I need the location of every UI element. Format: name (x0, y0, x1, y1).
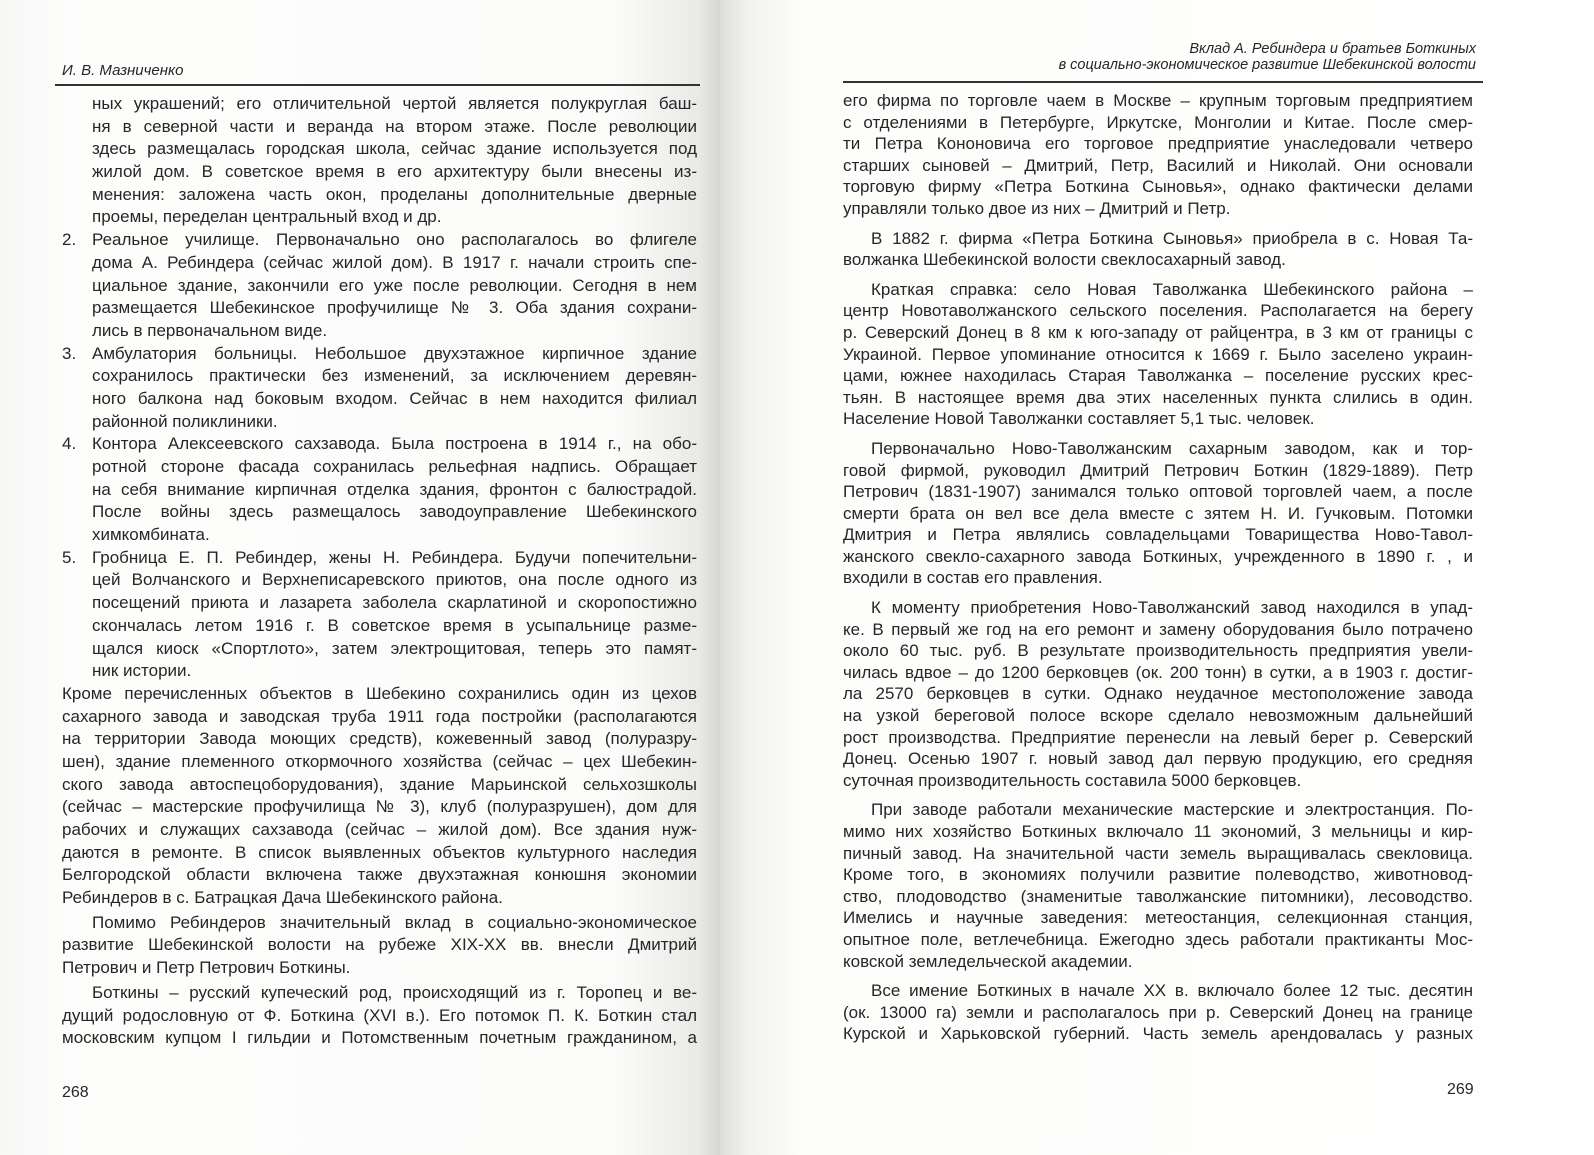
text-line: волжанка Шебекинской волости свеклосахарный завод. (843, 250, 1286, 270)
text-line: Население Новой Таволжанки составляет 5,1 тыс. человек. (843, 409, 1315, 429)
text-line: Амбулатория больницы. Небольшое двухэтажное кирпичное здание (92, 343, 697, 363)
text-line: ник истории. (92, 661, 192, 681)
text-line: Украиной. Первое упоминание относится к 1669 г. Было заселено украин- (843, 344, 1473, 364)
text-line: ти Петра Кононовича его торговое предприятие унаследовали четверо (843, 134, 1473, 154)
text-line: Донец. Осенью 1907 г. новый завод дал первую продукцию, его средняя (843, 749, 1473, 769)
running-header-line: Вклад А. Ребиндера и братьев Боткиных (1189, 41, 1476, 57)
text-line: рост производства. Предприятие перенесли на левый берег р. Северский (843, 727, 1473, 747)
text-line: сахарного завода и заводская труба 1911 года постройки (располагаются (62, 706, 697, 726)
text-line: на себя внимание кирпичная отделка здания, фронтон с балюстрадой. (92, 479, 697, 499)
right-text-column (843, 90, 1473, 1053)
text-line: старших сыновей – Дмитрий, Петр, Василий и Николай. Они основали (843, 155, 1473, 175)
text-line: на территории Завода моющих средств), кожевенный завод (полуразру- (62, 729, 697, 749)
text-line: районной поликлиники. (92, 411, 278, 431)
text-line: суточная производительность составила 5000 берковцев. (843, 770, 1302, 790)
text-line: входили в состав его правления. (843, 568, 1103, 588)
text-line: ного балкона над боковым входом. Сейчас в нем находится филиал (92, 388, 697, 408)
text-line: проемы, переделан центральный вход и др. (92, 207, 442, 227)
text-line: р. Северский Донец в 8 км к юго-западу от райцентра, в 3 км от границы с (843, 322, 1473, 342)
paragraph (843, 90, 1473, 220)
list-item (62, 343, 697, 434)
text-line: цами, южнее находилась Старая Таволжанка – поселение русских крес- (843, 366, 1473, 386)
text-line: чилась вдвое – до 1200 берковцев (ок. 200 тонн) в сутки, а в 1903 г. достиг- (843, 662, 1473, 682)
text-line: торговую фирму «Петра Боткина Сыновья», однако фактически делами (843, 177, 1473, 197)
text-line: ке. В первый же год на его ремонт и замену оборудования было потрачено (843, 619, 1473, 639)
list-item (62, 433, 697, 546)
text-line: дома А. Ребиндера (сейчас жилой дом). В 1917 г. начали строить спе- (92, 252, 697, 272)
paragraph (62, 982, 697, 1050)
text-line: его фирма по торговле чаем в Москве – крупным торговым предприятием (843, 91, 1473, 110)
left-text-column (62, 93, 697, 1050)
text-line: ковской земледельческой академии. (843, 951, 1133, 971)
text-line: Реальное училище. Первоначально оно располагалось во флигеле (92, 230, 697, 250)
text-line: Дмитрия и Петра являлись совладельцами Товарищества Ново-Тавол- (843, 525, 1473, 545)
paragraph (843, 438, 1473, 589)
text-line: Гробница Е. П. Ребиндер, жены Н. Ребиндера. Будучи попечительни- (92, 547, 697, 567)
text-line: ротной стороне фасада сохранилась рельефная надпись. Обращает (92, 457, 697, 476)
paragraph (843, 279, 1473, 430)
text-line: Все имение Боткиных в начале XX в. включало более 12 тыс. десятин (871, 981, 1473, 1001)
paragraph (62, 93, 697, 229)
text-line: ня в северной части и веранда на втором этаже. После революции (92, 116, 697, 136)
text-line: щался киоск «Спортлото», затем электрощитовая, теперь это памят- (92, 638, 697, 658)
text-line: В 1882 г. фирма «Петра Боткина Сыновья» приобрела в с. Новая Та- (871, 228, 1473, 248)
text-line: ла 2570 берковцев в сутки. Однако неудачное местоположение завода (843, 684, 1473, 704)
text-line: Боткины – русский купеческий род, происходящий из г. Торопец и ве- (92, 982, 697, 1002)
text-line: около 60 тыс. руб. В результате производительность предприятия увели- (843, 641, 1473, 661)
text-line: (сейчас – мастерские профучилища № 3), клуб (полуразрушен), дом для (62, 797, 697, 817)
text-line: московским купцом I гильдии и Потомственным почетным гражданином, а (62, 1028, 697, 1048)
text-line: Контора Алексеевского сахзавода. Была построена в 1914 г., на обо- (92, 434, 697, 454)
paragraph (843, 980, 1473, 1045)
list-number: 4. (62, 434, 77, 454)
paragraph (62, 683, 697, 910)
text-line: Петрович и Петр Петрович Боткины. (62, 958, 351, 978)
list-item (62, 229, 697, 342)
paragraph (843, 799, 1473, 972)
paragraph (843, 597, 1473, 791)
text-line: дущий родословную от Ф. Боткина (XVI в.). Его потомок П. К. Боткин стал (62, 1005, 697, 1025)
paragraph (843, 228, 1473, 271)
text-line: размещается Шебекинское профучилище № 3. Оба здания сохрани- (92, 298, 697, 318)
text-line: Имелись и научные заведения: метеостанция, селекционная станция, (843, 908, 1473, 928)
list-number: 3. (62, 343, 77, 363)
list-number: 5. (62, 547, 77, 567)
header-rule (55, 84, 700, 86)
text-line: ство, плодоводство (знаменитые таволжанские питомники), лесоводство. (843, 886, 1473, 906)
text-line: шен), здание племенного откормочного хозяйства (сейчас – цех Шебекин- (62, 751, 697, 771)
text-line: (ок. 13000 га) земли и располагалось при р. Северский Донец на границе (843, 1002, 1473, 1022)
text-line: центр Новотаволжанского сельского поселения. Располагается на берегу (843, 301, 1473, 321)
text-line: К моменту приобретения Ново-Таволжанский завод находился в упад- (871, 598, 1473, 618)
text-line: управляли только двое из них – Дмитрий и Петр. (843, 198, 1231, 218)
text-line: Петрович (1831-1907) занимался только оптовой торговлей чаем, а после (843, 482, 1473, 502)
text-line: химкомбината. (92, 525, 210, 545)
text-line: цей Волчанского и Верхнеписаревского приютов, она после одного из (92, 570, 697, 590)
text-line: развитие Шебекинской волости на рубеже XIX-XX вв. внесли Дмитрий (62, 935, 697, 955)
text-line: ных украшений; его отличительной чертой является полукруглая баш- (92, 94, 697, 113)
text-line: рабочих и служащих сахзавода (сейчас – жилой дом). Все здания нуж- (62, 820, 697, 839)
text-line: сохранилось практически без изменений, за исключением деревян- (92, 366, 697, 386)
running-header-title (1059, 41, 1476, 73)
text-line: говой фирмой, руководил Дмитрий Петрович Боткин (1829-1889). Петр (843, 460, 1473, 480)
text-line: ского завода автоспецоборудования), здание Марьинской сельхозшколы (62, 774, 697, 794)
right-page (720, 0, 1594, 1155)
text-line: опытное поле, ветлечебница. Ежегодно здесь работали практиканты Мос- (843, 929, 1473, 949)
text-line: Краткая справка: село Новая Таволжанка Шебекинского района – (871, 279, 1473, 299)
text-line: циальное здание, закончили его уже после революции. Сегодня в нем (92, 275, 697, 295)
text-line: жанского свекло-сахарного завода Боткиных, учрежденного в 1890 г. , и (843, 546, 1473, 566)
text-line: Первоначально Ново-Таволжанским сахарным заводом, как и тор- (871, 438, 1473, 458)
page-number: 269 (1447, 1081, 1474, 1098)
text-line: смерти брата он вел все дела вместе с зятем Н. И. Гучковым. Потомки (843, 503, 1473, 523)
text-line: Ребиндеров в с. Батрацкая Дача Шебекинского района. (62, 888, 503, 908)
text-line: жилой дом. В советское время в его архитектуру были внесены из- (92, 162, 697, 182)
list-item (62, 547, 697, 683)
text-line: мимо них хозяйство Боткиных включало 11 экономий, 3 мельницы и кир- (843, 822, 1473, 841)
text-line: скончалась летом 1916 г. В советское время в усыпальнице разме- (92, 615, 697, 635)
running-header-line: в социально-экономическое развитие Шебекинской волости (1058, 57, 1476, 73)
text-line: с отделениями в Петербурге, Иркутске, Монголии и Китае. После смер- (843, 112, 1473, 132)
page-number: 268 (62, 1084, 89, 1101)
paragraph (62, 912, 697, 980)
text-line: При заводе работали механические мастерские и электростанция. По- (871, 800, 1473, 820)
text-line: тьян. В настоящее время два этих населенных пункта слились в один. (843, 387, 1473, 407)
text-line: Курской и Харьковской губерний. Часть земель арендовалась у разных (843, 1024, 1473, 1044)
text-line: После войны здесь размещалось заводоуправление Шебекинского (92, 502, 697, 522)
text-line: на узкой береговой полосе вскоре сделало невозможным дальнейший (843, 706, 1473, 726)
left-page (0, 0, 720, 1155)
header-rule (843, 81, 1483, 83)
text-line: Помимо Ребиндеров значительный вклад в социально-экономическое (92, 912, 697, 932)
text-line: Кроме перечисленных объектов в Шебекино сохранились один из цехов (62, 683, 697, 703)
text-line: менения: заложена часть окон, проделаны дополнительные дверные (92, 184, 697, 204)
text-line: Кроме того, в экономиях получили развитие полеводство, животновод- (843, 865, 1473, 885)
running-header-author: И. В. Мазниченко (62, 62, 184, 79)
list-number: 2. (62, 230, 77, 250)
text-line: лись в первоначальном виде. (92, 320, 328, 340)
text-line: Белгородской области включена также двухэтажная конюшня экономии (62, 865, 697, 885)
text-line: здесь размещалась городская школа, сейчас здание используется под (92, 139, 697, 159)
text-line: посещений приюта и лазарета заболела скарлатиной и скоропостижно (92, 593, 697, 613)
text-line: пичный завод. На значительной части земель выращивалась свекловица. (843, 843, 1473, 863)
text-line: даются в ремонте. В список выявленных объектов культурного наследия (62, 842, 697, 862)
